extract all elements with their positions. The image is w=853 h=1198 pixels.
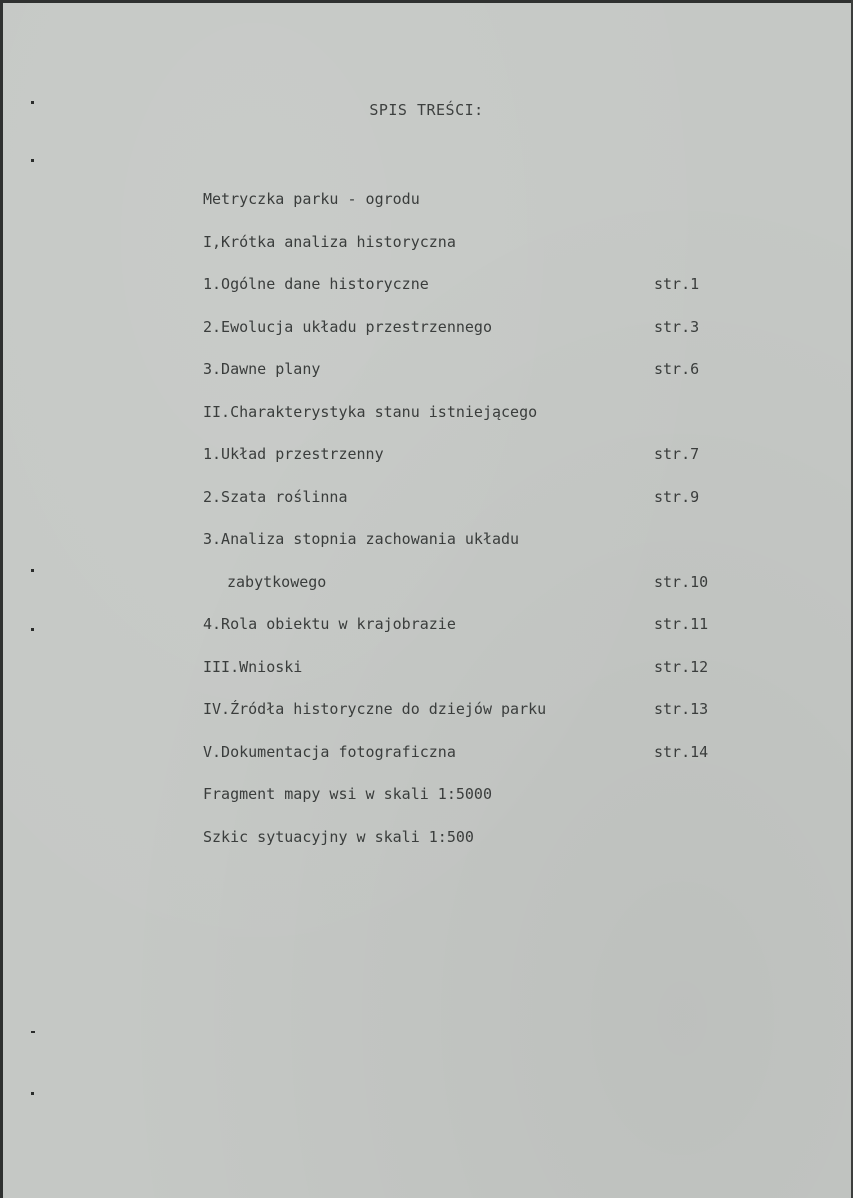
toc-entry-label: 2.Szata roślinna <box>203 487 348 506</box>
scan-speck <box>31 628 34 631</box>
toc-entry-label: 3.Dawne plany <box>203 360 321 378</box>
toc-entry <box>203 188 723 231</box>
toc-entry-label: III.Wnioski <box>203 657 303 676</box>
toc-entry-page: str.11 <box>654 615 709 633</box>
toc-entry-label: V.Dokumentacja fotograficzna <box>203 742 456 761</box>
toc-entry <box>203 358 723 401</box>
toc-entry-label: I,Krótka analiza historyczna <box>203 232 456 251</box>
toc-entry-page: str.9 <box>654 487 700 506</box>
toc-entry <box>203 316 723 359</box>
toc-entry-page: str.3 <box>654 317 700 336</box>
toc-entry-page: str.13 <box>654 700 709 718</box>
toc-entry <box>203 783 723 826</box>
toc-entry-label: 2.Ewolucja układu przestrzennego <box>203 317 492 336</box>
scan-speck <box>31 1092 34 1095</box>
scan-border-left <box>0 0 3 1198</box>
toc-entry <box>203 613 723 656</box>
toc-entry-page: str.14 <box>654 742 709 761</box>
toc-entry-label: Metryczka parku - ogrodu <box>203 190 420 208</box>
toc-entry-page: str.10 <box>654 572 709 591</box>
toc-entry <box>203 486 723 529</box>
toc-entry-label: Szkic sytuacyjny w skali 1:500 <box>203 827 474 846</box>
toc-entry-label: IV.Źródła historyczne do dziejów parku <box>203 700 547 718</box>
toc-entry <box>203 231 723 274</box>
toc-entry <box>203 528 723 571</box>
table-of-contents <box>203 188 723 868</box>
scan-speck <box>31 1031 35 1033</box>
toc-entry-label: zabytkowego <box>227 572 327 591</box>
toc-entry-label: 1.Ogólne dane historyczne <box>203 275 429 293</box>
toc-entry <box>203 741 723 784</box>
toc-entry <box>203 656 723 699</box>
toc-entry-label: 4.Rola obiektu w krajobrazie <box>203 615 456 633</box>
toc-entry <box>203 698 723 741</box>
toc-entry <box>203 826 723 869</box>
toc-entry <box>203 401 723 444</box>
toc-entry-page: str.6 <box>654 360 700 378</box>
scan-speck <box>31 159 34 162</box>
toc-entry-page: str.7 <box>654 445 700 463</box>
toc-entry <box>203 443 723 486</box>
toc-entry <box>203 571 723 614</box>
toc-entry-label: Fragment mapy wsi w skali 1:5000 <box>203 785 492 803</box>
toc-entry-label: II.Charakterystyka stanu istniejącego <box>203 402 538 421</box>
toc-entry <box>203 273 723 316</box>
toc-entry-page: str.1 <box>654 275 700 293</box>
toc-entry-label: 1.Układ przestrzenny <box>203 445 384 463</box>
toc-entry-label: 3.Analiza stopnia zachowania układu <box>203 530 520 548</box>
scan-speck <box>31 569 34 572</box>
page-title: SPIS TREŚCI: <box>369 101 484 119</box>
scan-border-top <box>0 0 853 3</box>
toc-entry-page: str.12 <box>654 657 709 676</box>
